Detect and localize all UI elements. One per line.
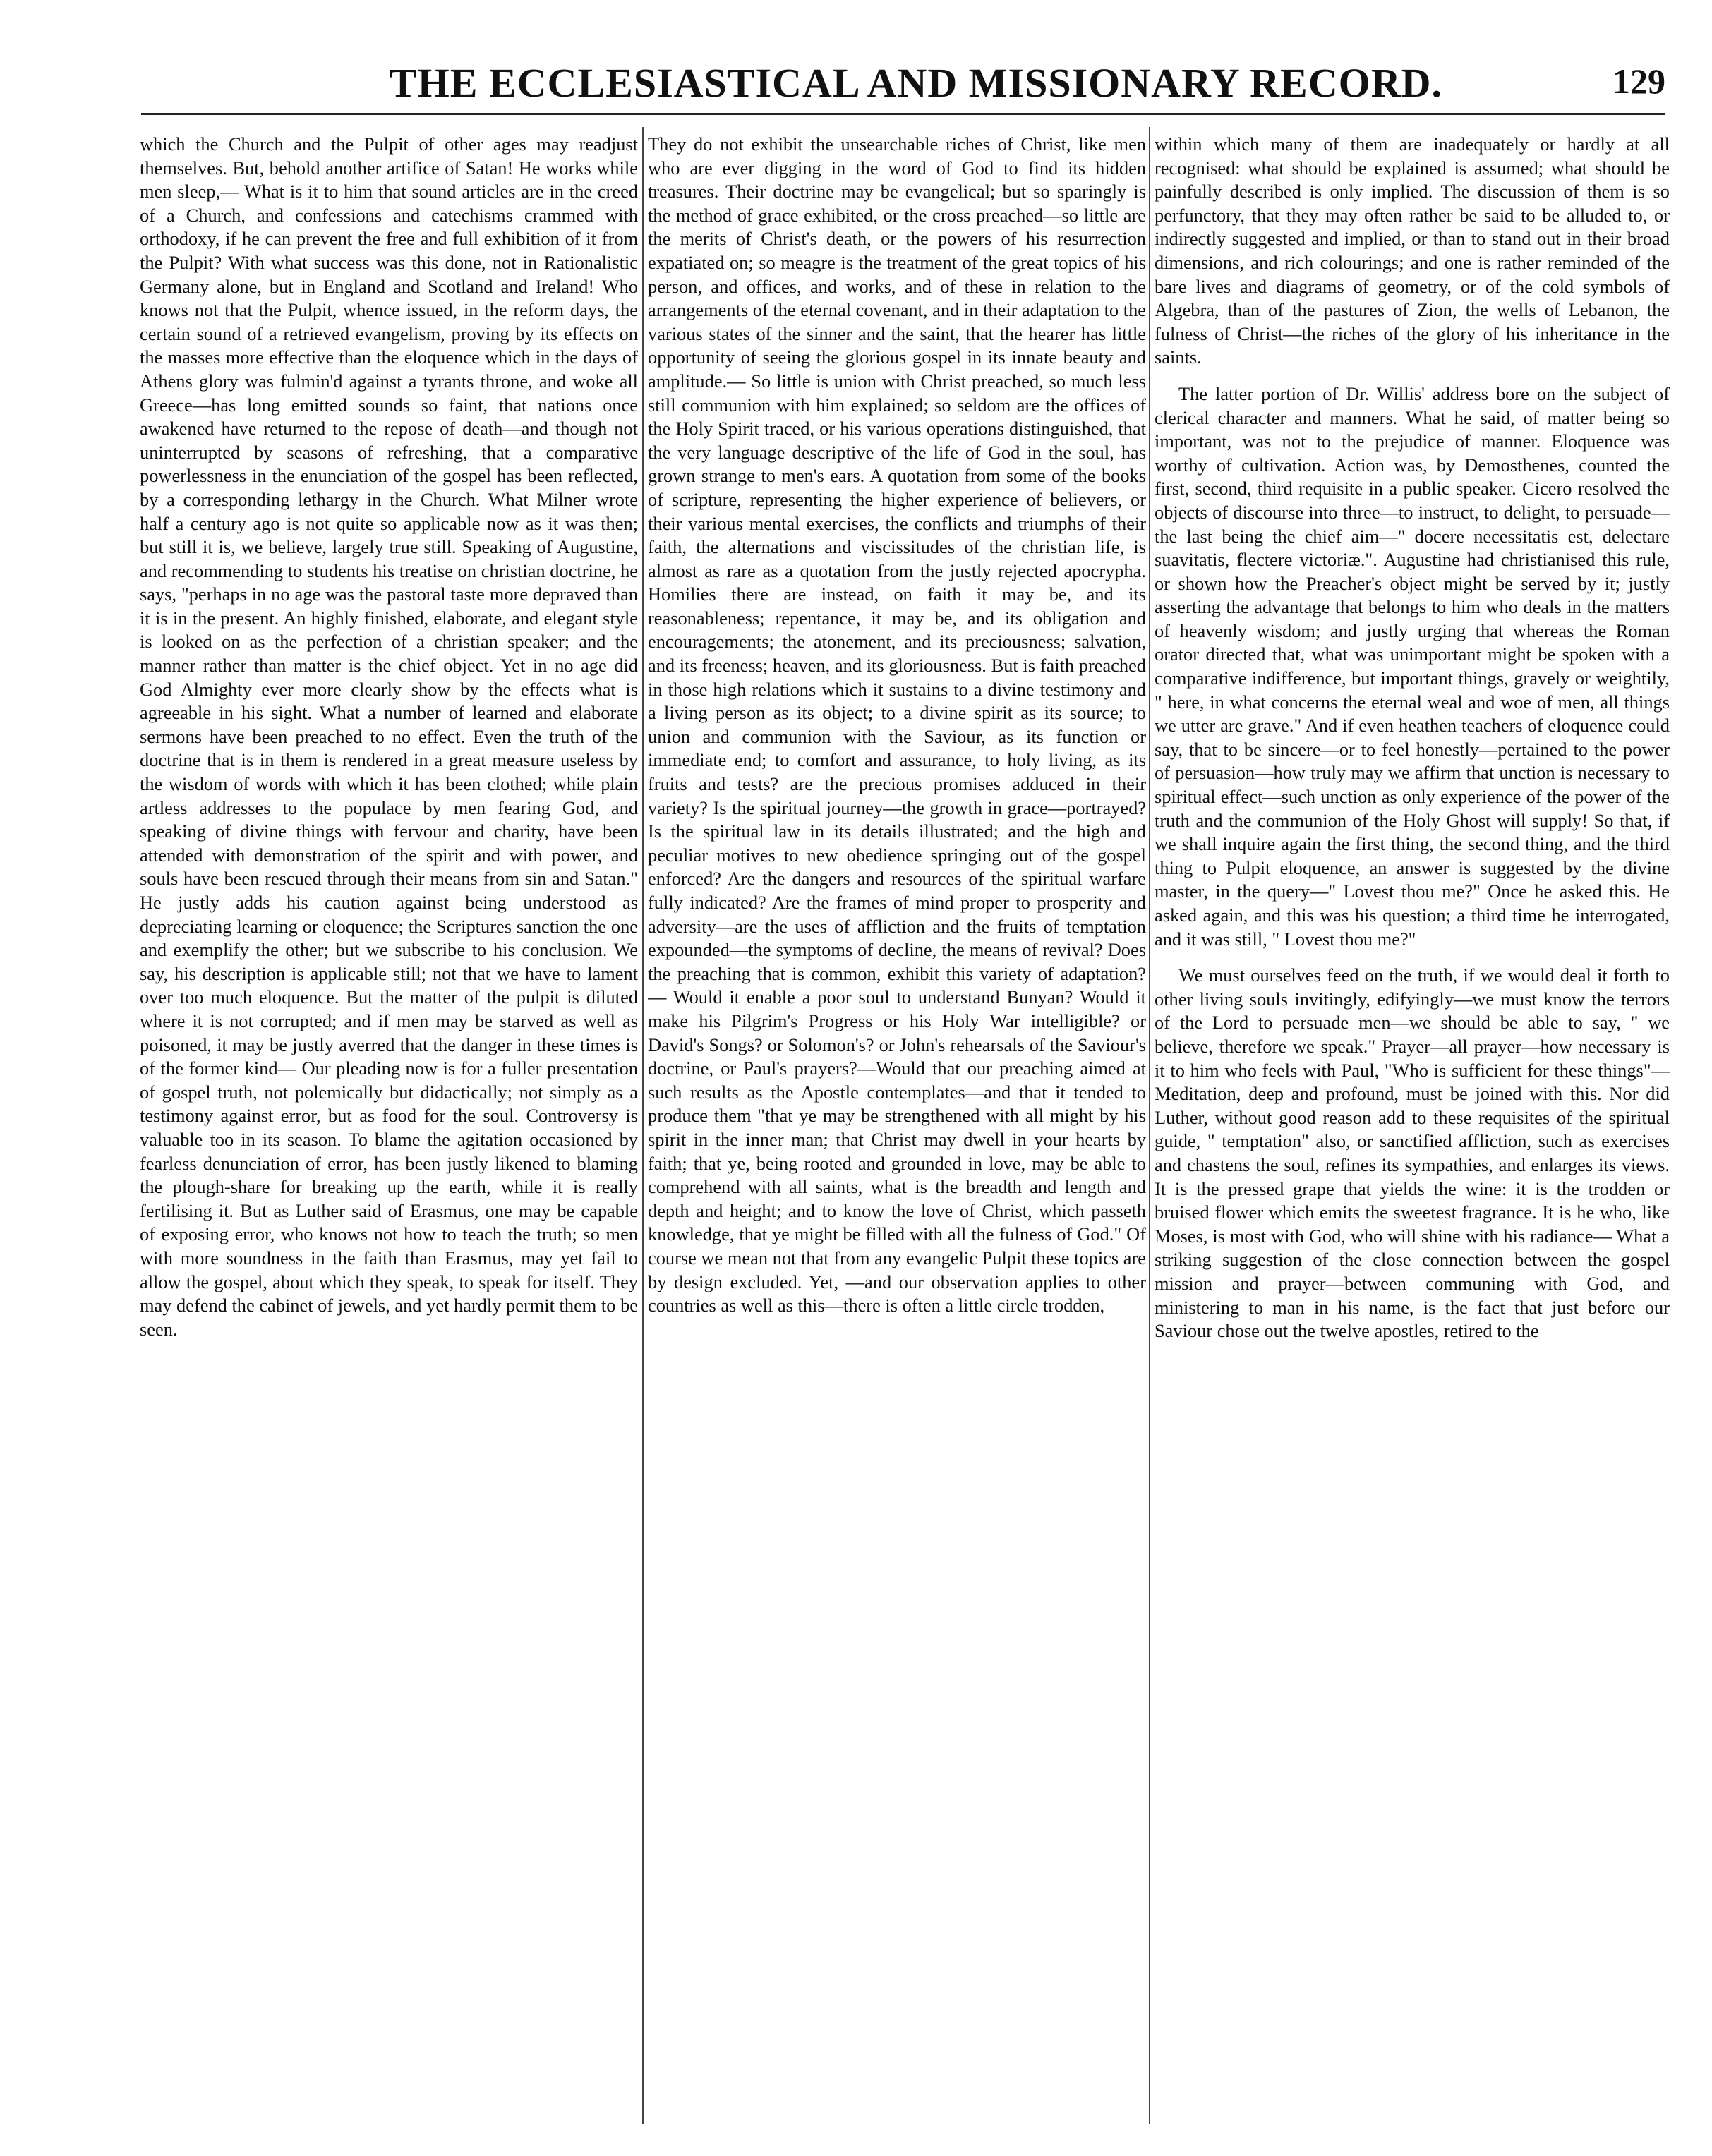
journal-title: THE ECCLESIASTICAL AND MISSIONARY RECORD. — [390, 60, 1442, 106]
running-header — [141, 59, 1665, 109]
paragraph: We must ourselves feed on the truth, if we would deal it forth to other living souls invitingly, edifyingly—we must know the terrors of the Lord to persuade men—we should be able to say, " we believe, therefore we speak." Prayer—all prayer—how necessary is it to him who feels with Paul, "Who is sufficient for these things"— Meditation, deep and profound, must be joined with this. Nor did Luther, without good reason add to these requisites of the spiritual guide, " temptation" also, or sanctified affliction, such as exercises and chastens the soul, refines its sympathies, and enlarges its views. It is the pressed grape that yields the wine: it is the trodden or bruised flower which emits the sweetest fragrance. It is he who, like Moses, is most with God, who will shine with his radiance— What a striking suggestion of the close connection between the gospel mission and prayer—between communing with God, and ministering to man in his name, is the fact that just before our Saviour chose out the twelve apostles, retired to the — [1155, 964, 1670, 1342]
column-divider — [1149, 127, 1150, 2124]
text-column-1 — [140, 133, 638, 2108]
paragraph: within which many of them are inadequately or hardly at all recognised: what should be explained is assumed; what should be painfully described is only implied. The discussion of them is so perfunctory, that they may often rather be said to be alluded to, or indirectly suggested and implied, or than to stand out in their broad dimensions, and rich colourings; and one is rather reminded of the bare lives and diagrams of geometry, or of the cold symbols of Algebra, than of the pastures of Zion, the wells of Lebanon, the fulness of Christ—the riches of the glory of his inheritance in the saints. — [1155, 133, 1670, 368]
text-column-2 — [648, 133, 1146, 2108]
paragraph: They do not exhibit the unsearchable riches of Christ, like men who are ever digging in the word of God to find its hidden treasures. Their doctrine may be evangelical; but so sparingly is the method of grace exhibited, or the cross preached—so little are the merits of Christ's death, or the powers of his resurrection expatiated on; so meagre is the treatment of the great topics of his person, and offices, and works, and of these in relation to the arrangements of the eternal covenant, and in their adaptation to the various states of the sinner and the saint, that the hearer has little opportunity of seeing the glorious gospel in its innate beauty and amplitude.— So little is union with Christ preached, so much less still communion with him explained; so seldom are the offices of the Holy Spirit traced, or his various operations distinguished, that the very language descriptive of the life of God in the soul, has grown strange to men's ears. A quotation from some of the books of scripture, representing the higher experience of believers, or their various mental exercises, the conflicts and triumphs of their faith, the alternations and viscissitudes of the christian life, is almost as rare as a quotation from the justly rejected apocrypha. Homilies there are instead, on faith it may be, and its reasonableness; repentance, it may be, and its obligation and encouragements; the atonement, and its preciousness; salvation, and its freeness; heaven, and its gloriousness. But is faith preached in those high relations which it sustains to a divine testimony and a living person as its object; to a divine spirit as its source; to union and communion with the Saviour, as its function or immediate end; to comfort and assurance, to holy living, as its fruits and tests? are the precious promises adduced in their variety? Is the spiritual journey—the growth in grace—portrayed? Is the spiritual law in its details illustrated; and the high and peculiar motives to new obedience springing out of the gospel enforced? Are the dangers and resources of the spiritual warfare fully indicated? Are the frames of mind proper to prosperity and adversity—are the uses of affliction and the fruits of temptation expounded—the symptoms of decline, the means of revival? Does the preaching that is common, exhibit this variety of adaptation?— Would it enable a poor soul to understand Bunyan? Would it make his Pilgrim's Progress or his Holy War intelligible? or David's Songs? or Solomon's? or John's rehearsals of the Saviour's doctrine, or Paul's prayers?—Would that our preaching aimed at such results as the Apostle contemplates—and that it tended to produce them "that ye may be strengthened with all might by his spirit in the inner man; that Christ may dwell in your hearts by faith; that ye, being rooted and grounded in love, may be able to comprehend with all saints, what is the breadth and length and depth and height; and to know the love of Christ, which passeth knowledge, that ye might be filled with all the fulness of God." Of course we mean not that from any evangelic Pulpit these topics are by design excluded. Yet, —and our observation applies to other countries as well as this—there is often a little circle trodden, — [648, 133, 1146, 1316]
text-column-3 — [1155, 133, 1670, 2108]
header-rule — [141, 113, 1665, 115]
paragraph: The latter portion of Dr. Willis' address bore on the subject of clerical character and manners. What he said, of matter being so important, was not to the prejudice of manner. Eloquence was worthy of cultivation. Action was, by Demosthenes, counted the first, second, third requisite in a public speaker. Cicero resolved the objects of discourse into three—to instruct, to delight, to persuade—the last being the chief aim—" docere necessitatis est, delectare suavitatis, flectere victoriæ.". Augustine had christianised this rule, or shown how the Preacher's object might be served by it; justly asserting the advantage that belongs to him who deals in the matters of heavenly wisdom; and justly urging that whereas the Roman orator directed that, what was unimportant might be spoken with a comparative indifference, but important things, gravely or weightily, " here, in what concerns the eternal weal and woe of men, all things we utter are grave." And if even heathen teachers of eloquence could say, that to be sincere—or to feel honestly—pertained to the power of persuasion—how truly may we affirm that unction is necessary to spiritual effect—such unction as only experience of the power of the truth and the communion of the Holy Ghost will supply! So that, if we shall inquire again the first thing, the second thing, and the third thing to Pulpit eloquence, an answer is suggested by the divine master, in the query—" Lovest thou me?" Once he asked this. He asked again, and this was his question; a third time he interrogated, and it was still, " Lovest thou me?" — [1155, 382, 1670, 950]
column-divider — [642, 127, 644, 2124]
page-number: 129 — [1612, 61, 1665, 101]
paragraph: which the Church and the Pulpit of other ages may readjust themselves. But, behold another artifice of Satan! He works while men sleep,— What is it to him that sound articles are in the creed of a Church, and confessions and catechisms crammed with orthodoxy, if he can prevent the free and full exhibition of it from the Pulpit? With what success was this done, not in Rationalistic Germany alone, but in England and Scotland and Ireland! Who knows not that the Pulpit, whence issued, in the reform days, the certain sound of a retrieved evangelism, proving by its effects on the masses more effective than the eloquence which in the days of Athens glory was fulmin'd against a tyrants throne, and woke all Greece—has long emitted sounds so faint, that nations once awakened have returned to the repose of death—and though not uninterrupted by seasons of refreshing, that a comparative powerlessness in the enunciation of the gospel has been reflected, by a corresponding lethargy in the Church. What Milner wrote half a century ago is not quite so applicable now as it was then; but still it is, we believe, largely true still. Speaking of Augustine, and recommending to students his treatise on christian doctrine, he says, "perhaps in no age was the pastoral taste more depraved than it is in the present. An highly finished, elaborate, and elegant style is looked on as the perfection of a christian speaker; and the manner rather than matter is the chief object. Yet in no age did God Almighty ever more clearly show by the effects what is agreeable in his sight. What a number of learned and elaborate sermons have been preached to no effect. Even the truth of the doctrine that is in them is rendered in a great measure useless by the wisdom of words with which it has been clothed; while plain artless addresses to the populace by men fearing God, and speaking of divine things with fervour and charity, have been attended with demonstration of the spirit and with power, and souls have been rescued through their means from sin and Satan." He justly adds his caution against being understood as depreciating learning or eloquence; the Scriptures sanction the one and exemplify the other; but we subscribe to his conclusion. We say, his description is applicable still; not that we have to lament over too much eloquence. But the matter of the pulpit is diluted where it is not corrupted; and if men may be starved as well as poisoned, it may be justly averred that the danger in these times is of the former kind— Our pleading now is for a fuller presentation of gospel truth, not polemically but didactically; not simply as a testimony against error, but as food for the soul. Controversy is valuable too in its season. To blame the agitation occasioned by fearless denunciation of error, has been justly likened to blaming the plough-share for breaking up the earth, while it is really fertilising it. But as Luther said of Erasmus, one may be capable of exposing error, who knows not how to teach the truth; so men with more soundness in the faith than Erasmus, may yet fail to allow the gospel, about which they speak, to speak for itself. They may defend the cabinet of jewels, and yet hardly permit them to be seen. — [140, 133, 638, 1340]
